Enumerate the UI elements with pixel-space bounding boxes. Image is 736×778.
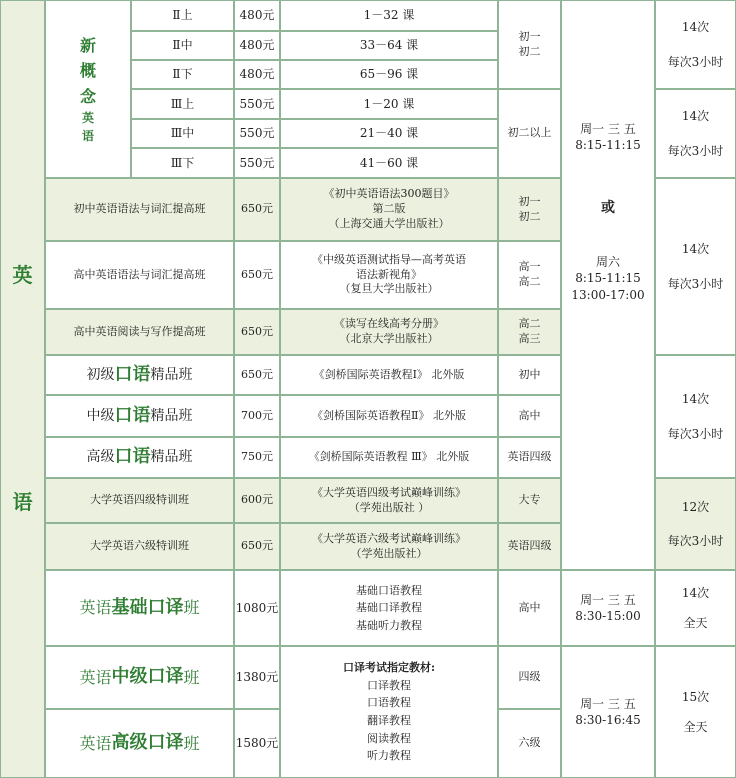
book-line: 《中级英语测试指导—高考英语 — [312, 252, 466, 266]
interp-class-name — [45, 709, 234, 778]
college-grade: 大专 — [498, 478, 561, 523]
sessions-count: 14次 — [681, 242, 710, 257]
subject-char-1: 英 — [12, 263, 33, 287]
book-line: （学苑出版社 ） — [348, 500, 430, 514]
interp-grade: 高中 — [498, 570, 561, 646]
course-book — [280, 241, 498, 309]
oral-post: 精品班 — [150, 449, 193, 466]
sched-line: 周一 三 五 — [580, 696, 636, 711]
nc-char-2: 概 — [79, 61, 96, 81]
interp-price: 1080元 — [234, 570, 280, 646]
course-name: 初中英语语法与词汇提高班 — [45, 178, 234, 241]
sessions-c — [655, 178, 736, 355]
oral-pre: 高级 — [86, 449, 115, 466]
nc-grade-2: 初二以上 — [498, 89, 561, 178]
oral-class-name — [45, 395, 234, 437]
nc-level: Ⅱ上 — [131, 0, 234, 31]
nc-grade-1 — [498, 0, 561, 89]
grade-line: 高一 — [518, 260, 541, 274]
nc-price: 550元 — [234, 119, 280, 148]
sessions-per: 每次3小时 — [667, 276, 724, 291]
book-line: 翻译教程 — [367, 714, 411, 727]
course-book — [280, 178, 498, 241]
nc-price: 480元 — [234, 0, 280, 31]
oral-price: 650元 — [234, 355, 280, 395]
grade-line: 高二 — [518, 275, 541, 288]
book-line: 第二版 — [372, 202, 406, 216]
subject-char-2: 语 — [12, 490, 33, 514]
college-price: 600元 — [234, 478, 280, 523]
interp-pre: 英语 — [79, 667, 112, 687]
oral-grade: 高中 — [498, 395, 561, 437]
book-line: 阅读教程 — [367, 731, 411, 745]
interp-grade: 六级 — [498, 709, 561, 778]
interp-pre: 英语 — [79, 598, 112, 618]
nc-price: 480元 — [234, 31, 280, 60]
book-line: 《读写在线高考分册》 — [334, 317, 444, 331]
sessions-count: 14次 — [681, 392, 710, 407]
course-price: 650元 — [234, 241, 280, 309]
book-line: 《大学英语四级考试巅峰训练》 — [312, 485, 466, 499]
nc-price: 550元 — [234, 148, 280, 178]
book-line: （复旦大学出版社） — [339, 282, 439, 296]
oral-price: 750元 — [234, 437, 280, 478]
oral-em: 口语 — [114, 446, 151, 468]
oral-book: 《剑桥国际英语教程Ⅰ》 北外版 — [280, 355, 498, 395]
nc-lessons: 1－20 课 — [280, 89, 498, 119]
interp-class-name — [45, 646, 234, 709]
book-line: （北京大学出版社） — [339, 332, 439, 345]
interp-class-name — [45, 570, 234, 646]
book-line: 听力教程 — [367, 749, 411, 763]
schedule-b — [561, 570, 655, 646]
course-grade — [498, 178, 561, 241]
sessions-count: 12次 — [681, 499, 710, 514]
new-concept-label — [45, 0, 131, 178]
oral-pre: 初级 — [86, 366, 115, 383]
books-title: 口译考试指定教材: — [342, 661, 436, 675]
sessions-d — [655, 355, 736, 478]
oral-price: 700元 — [234, 395, 280, 437]
grade-line: 初二 — [518, 209, 541, 223]
nc-lessons: 41－60 课 — [280, 148, 498, 178]
grade-line: 初一 — [518, 194, 541, 208]
nc-lessons: 33－64 课 — [280, 31, 498, 60]
oral-post: 精品班 — [150, 366, 193, 383]
subject-cell — [0, 0, 45, 778]
sessions-count: 14次 — [681, 20, 710, 35]
book-line: 语法新视角》 — [356, 267, 422, 281]
interp-books-adv — [280, 646, 498, 778]
nc-price: 480元 — [234, 60, 280, 89]
grade-line: 高三 — [518, 332, 541, 345]
oral-em: 口语 — [114, 404, 151, 426]
interp-em: 高级口译 — [111, 732, 184, 754]
sessions-g — [655, 646, 736, 778]
sched-line: 8:30-16:45 — [575, 713, 641, 727]
interp-em: 基础口译 — [111, 596, 184, 618]
interp-grade: 四级 — [498, 646, 561, 709]
oral-post: 精品班 — [150, 407, 193, 424]
interp-post: 班 — [183, 667, 200, 687]
oral-book: 《剑桥国际英语教程Ⅱ》 北外版 — [280, 395, 498, 437]
sessions-f — [655, 570, 736, 646]
book-line: 《大学英语六级考试巅峰训练》 — [312, 531, 466, 545]
sessions-count: 15次 — [681, 689, 710, 704]
nc-char-1: 新 — [79, 35, 96, 55]
course-price: 650元 — [234, 309, 280, 355]
nc-level: Ⅱ下 — [131, 60, 234, 89]
schedule-c — [561, 646, 655, 778]
nc-level: Ⅱ中 — [131, 31, 234, 60]
sessions-per: 每次3小时 — [667, 426, 724, 441]
book-line: （上海交通大学出版社） — [328, 216, 450, 230]
oral-book: 《剑桥国际英语教程 Ⅲ》 北外版 — [280, 437, 498, 478]
oral-em: 口语 — [114, 363, 151, 385]
book-line: 基础口语教程 — [356, 583, 422, 597]
sessions-per: 每次3小时 — [667, 54, 724, 69]
nc-price: 550元 — [234, 89, 280, 119]
oral-class-name — [45, 437, 234, 478]
book-line: （学苑出版社） — [350, 546, 428, 560]
sched-line5: 13:00-17:00 — [571, 287, 645, 302]
oral-pre: 中级 — [86, 407, 115, 424]
book-line: 基础听力教程 — [356, 618, 422, 632]
sessions-b — [655, 89, 736, 178]
nc-sub-1: 英 — [81, 111, 94, 126]
interp-post: 班 — [183, 598, 200, 618]
nc-level: Ⅲ中 — [131, 119, 234, 148]
sched-line3: 周六 — [595, 255, 620, 270]
oral-grade: 初中 — [498, 355, 561, 395]
interp-books-basic — [280, 570, 498, 646]
sched-line4: 8:15-11:15 — [575, 271, 641, 286]
sessions-count: 14次 — [681, 109, 710, 124]
sessions-per: 每次3小时 — [667, 143, 724, 158]
oral-grade: 英语四级 — [498, 437, 561, 478]
nc-lessons: 21－40 课 — [280, 119, 498, 148]
sessions-per: 全天 — [683, 720, 708, 734]
grade-line: 高二 — [518, 317, 541, 331]
college-book — [280, 523, 498, 570]
college-book — [280, 478, 498, 523]
college-price: 650元 — [234, 523, 280, 570]
nc-lessons: 65－96 课 — [280, 60, 498, 89]
college-grade: 英语四级 — [498, 523, 561, 570]
sched-line: 8:30-15:00 — [575, 609, 641, 623]
college-class-name: 大学英语四级特训班 — [45, 478, 234, 523]
grade-line: 初一 — [518, 29, 541, 43]
book-line: 基础口译教程 — [356, 601, 422, 615]
sessions-per: 每次3小时 — [667, 534, 724, 548]
sched-line2: 8:15-11:15 — [575, 138, 641, 153]
nc-sub-2: 语 — [81, 129, 94, 144]
sched-line: 周一 三 五 — [580, 592, 636, 607]
nc-lessons: 1－32 课 — [280, 0, 498, 31]
sessions-count: 14次 — [681, 585, 710, 600]
oral-class-name — [45, 355, 234, 395]
nc-level: Ⅲ下 — [131, 148, 234, 178]
course-book — [280, 309, 498, 355]
interp-price: 1380元 — [234, 646, 280, 709]
sched-or: 或 — [601, 200, 615, 217]
course-grade — [498, 241, 561, 309]
sessions-a — [655, 0, 736, 89]
book-line: 《初中英语语法300题目》 — [323, 187, 455, 201]
nc-char-3: 念 — [79, 86, 96, 106]
interp-price: 1580元 — [234, 709, 280, 778]
college-class-name: 大学英语六级特训班 — [45, 523, 234, 570]
schedule-main — [561, 0, 655, 570]
sched-line1: 周一 三 五 — [580, 122, 636, 136]
interp-em: 中级口译 — [111, 666, 184, 688]
grade-line: 初二 — [518, 44, 541, 58]
course-grade — [498, 309, 561, 355]
book-line: 口语教程 — [367, 696, 411, 710]
nc-level: Ⅲ上 — [131, 89, 234, 119]
course-name: 高中英语阅读与写作提高班 — [45, 309, 234, 355]
sessions-e — [655, 478, 736, 570]
interp-post: 班 — [183, 733, 200, 753]
interp-pre: 英语 — [79, 733, 112, 753]
sessions-per: 全天 — [683, 616, 708, 630]
course-name: 高中英语语法与词汇提高班 — [45, 241, 234, 309]
book-line: 口译教程 — [367, 678, 411, 692]
course-price: 650元 — [234, 178, 280, 241]
